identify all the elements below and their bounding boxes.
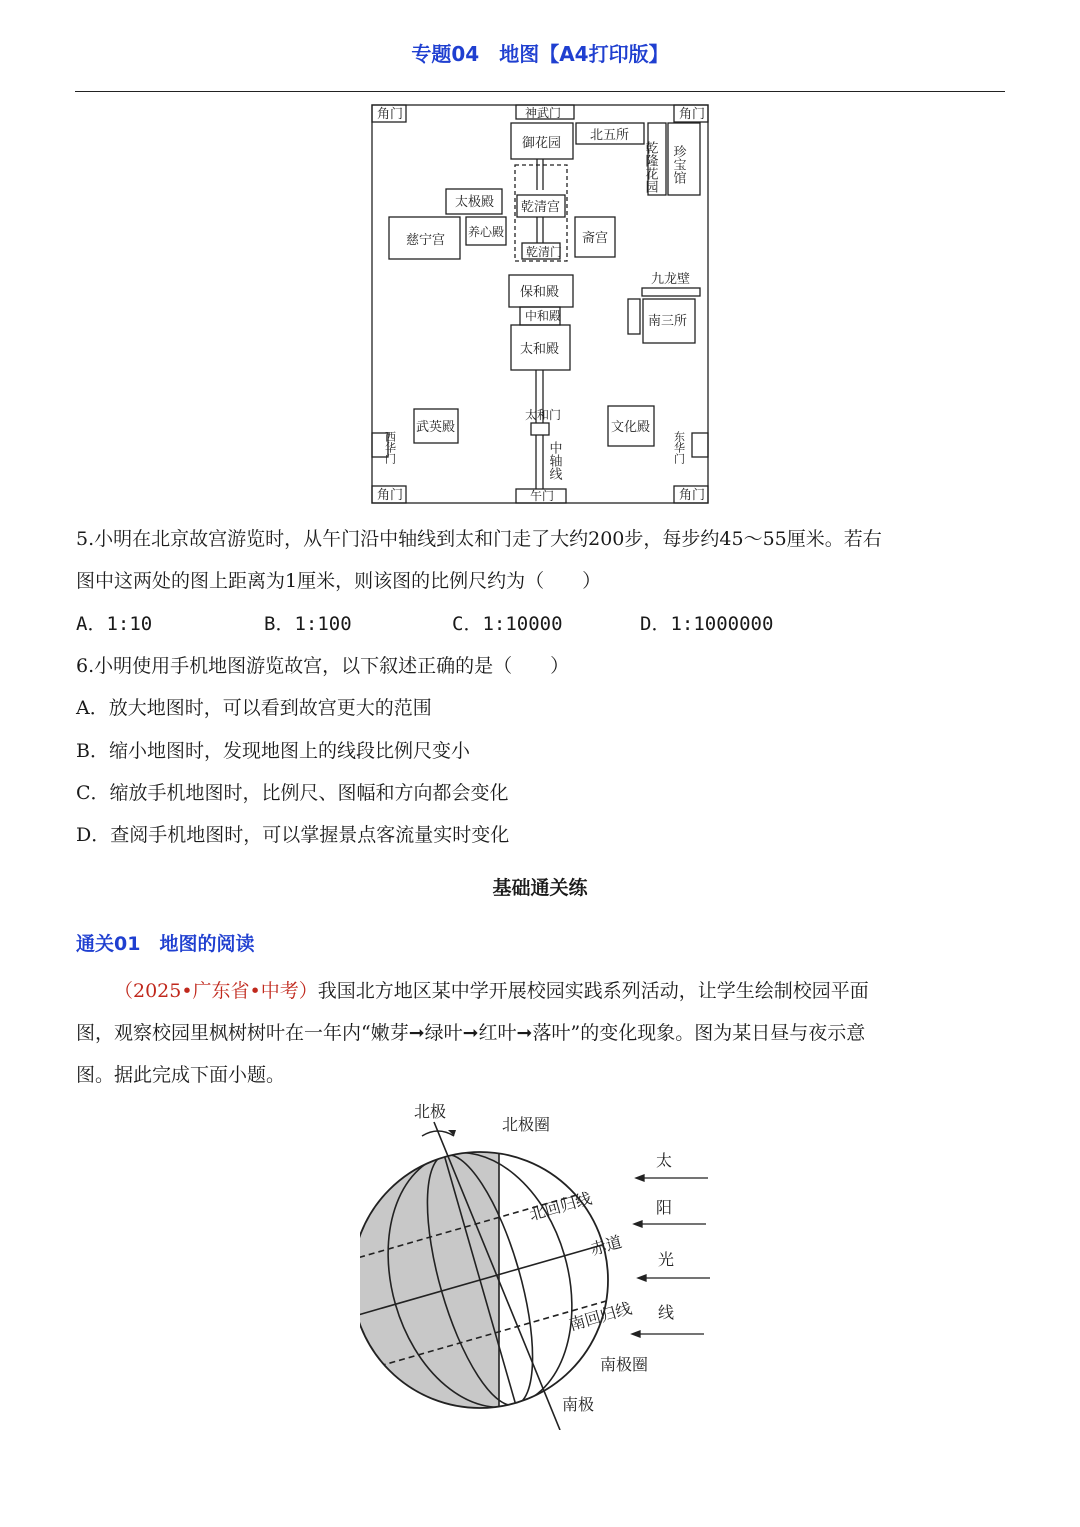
q5-option-c: C．1:10000 xyxy=(452,613,563,635)
cininggong-label: 慈宁宫 xyxy=(406,233,446,248)
zhongzhouxian-label: 中轴线 xyxy=(546,441,562,480)
yuhuayuan-label: 御花园 xyxy=(522,136,562,151)
nansansuo-label: 南三所 xyxy=(648,314,688,329)
antarctic-circle-label: 南极圈 xyxy=(600,1355,649,1374)
header-divider xyxy=(75,91,1005,92)
q5-line2: 图中这两处的图上距离为1厘米，则该图的比例尺约为（ ） xyxy=(76,570,602,592)
equator-label: 赤道 xyxy=(588,1232,625,1260)
wuyingdian-label: 武英殿 xyxy=(416,420,456,435)
tropic-capricorn-label: 南回归线 xyxy=(567,1298,634,1335)
q5-option-a: A．1:10 xyxy=(76,613,153,635)
taijidian-label: 太极殿 xyxy=(455,195,495,210)
corner-gate-ne: 角门 xyxy=(679,107,706,122)
passage-line3: 图。据此完成下面小题。 xyxy=(76,1064,286,1086)
qianqingmen-label: 乾清门 xyxy=(526,245,563,259)
sunlight-label-1: 太 xyxy=(656,1151,673,1170)
baohedian-label: 保和殿 xyxy=(520,285,560,300)
sub-section-title: 通关01 地图的阅读 xyxy=(76,933,255,955)
sunlight-label-2: 阳 xyxy=(656,1198,673,1217)
qianlong-huayuan-label: 乾隆花园 xyxy=(642,141,658,193)
yangxindian-label: 养心殿 xyxy=(468,225,505,239)
zhenbaoguan-label: 珍宝馆 xyxy=(670,145,686,184)
wenhuadian-label: 文化殿 xyxy=(611,420,651,435)
passage-line1 xyxy=(114,977,869,1005)
corner-gate-sw: 角门 xyxy=(377,488,404,503)
q6-option-c: C．缩放手机地图时，比例尺、图幅和方向都会变化 xyxy=(76,782,509,804)
beiwusuo-label: 北五所 xyxy=(590,128,630,143)
q6-option-d: D．查阅手机地图时，可以掌握景点客流量实时变化 xyxy=(76,824,510,846)
taihedian-label: 太和殿 xyxy=(520,342,560,357)
arctic-circle-label: 北极圈 xyxy=(502,1115,551,1134)
qianqinggong-label: 乾清宫 xyxy=(521,200,561,215)
section-title: 基础通关练 xyxy=(492,877,588,899)
q6-stem: 6.小明使用手机地图游览故宫，以下叙述正确的是（ ） xyxy=(76,655,570,677)
q6-option-a: A．放大地图时，可以看到故宫更大的范围 xyxy=(76,697,432,719)
corner-gate-nw: 角门 xyxy=(377,107,404,122)
passage-line2: 图，观察校园里枫树树叶在一年内“嫩芽➞绿叶➞红叶➞落叶”的变化现象。图为某日昼与夜示意 xyxy=(76,1022,866,1044)
palace-map-figure xyxy=(370,103,710,505)
passage-line1-text: 我国北方地区某中学开展校园实践系列活动，让学生绘制校园平面 xyxy=(317,980,869,1002)
sunlight-label-4: 线 xyxy=(658,1303,675,1322)
q5-option-d: D．1:1000000 xyxy=(640,613,774,635)
south-pole-label: 南极 xyxy=(562,1395,595,1414)
q5-line1: 5.小明在北京故宫游览时，从午门沿中轴线到太和门走了大约200步，每步约45～55厘米。若右 xyxy=(76,528,882,550)
q5-option-b: B．1:100 xyxy=(264,613,352,635)
zhaigong-label: 斋宫 xyxy=(582,231,609,246)
north-pole-label: 北极 xyxy=(414,1102,447,1121)
q6-option-b: B．缩小地图时，发现地图上的线段比例尺变小 xyxy=(76,740,470,762)
corner-gate-se: 角门 xyxy=(679,488,706,503)
wumen-label: 午门 xyxy=(530,489,555,503)
tropic-cancer-label: 北回归线 xyxy=(527,1188,594,1225)
zhonghedian-label: 中和殿 xyxy=(525,309,562,323)
jiulongbi-label: 九龙壁 xyxy=(651,272,691,287)
shenwu-gate-label: 神武门 xyxy=(525,106,562,120)
xihuamen-label: 西华门 xyxy=(383,431,397,464)
sunlight-label-3: 光 xyxy=(658,1250,675,1269)
page-header-title: 专题04 地图【A4打印版】 xyxy=(411,42,669,66)
taihemen-label: 太和门 xyxy=(525,408,562,422)
globe-day-night-figure xyxy=(360,1100,730,1430)
passage-source: （2025•广东省•中考） xyxy=(114,980,318,1002)
donghuamen-label: 东华门 xyxy=(672,431,686,464)
